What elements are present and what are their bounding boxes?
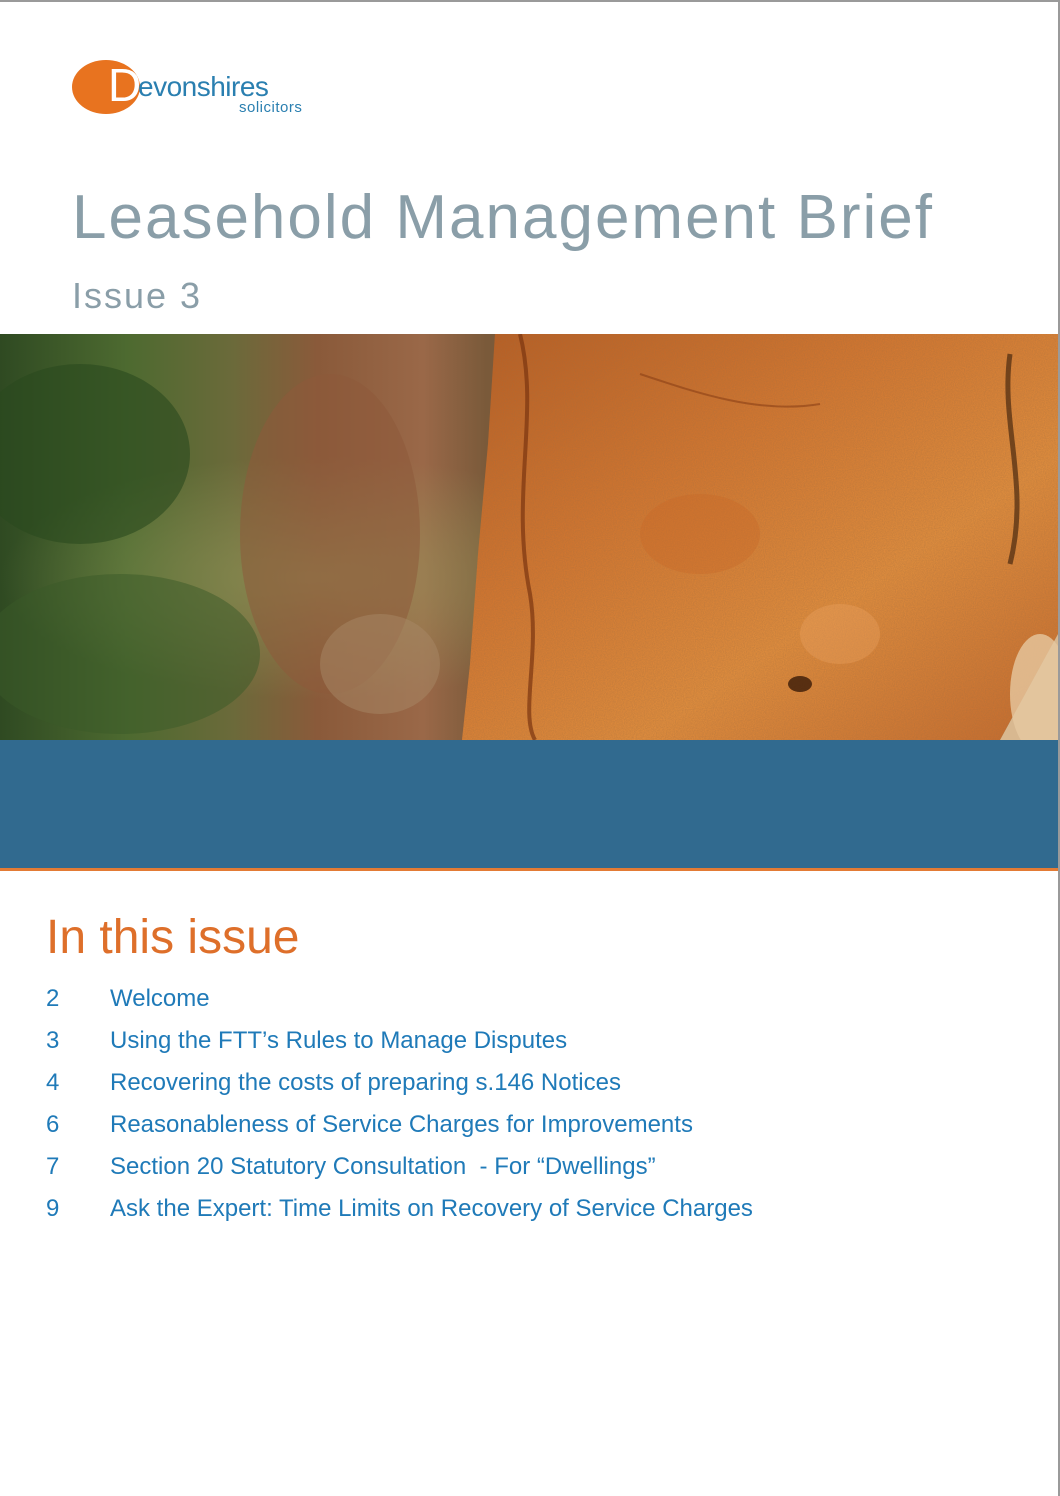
- logo-initial: D: [108, 59, 142, 111]
- contents-item-title: Recovering the costs of preparing s.146 Notices: [110, 1069, 621, 1096]
- contents-list: [46, 984, 753, 1236]
- contents-page-number: 4: [46, 1069, 60, 1096]
- blue-band: [0, 740, 1058, 868]
- contents-item-title: Reasonableness of Service Charges for Improvements: [110, 1111, 693, 1138]
- contents-item[interactable]: [46, 1152, 753, 1194]
- cover-photo: [0, 334, 1058, 740]
- contents-page-number: 3: [46, 1027, 60, 1054]
- logo-subtitle: solicitors: [239, 99, 303, 116]
- issue-number: Issue 3: [72, 275, 203, 316]
- contents-heading: In this issue: [46, 911, 300, 964]
- orange-rule: [0, 868, 1058, 871]
- contents-item[interactable]: [46, 1194, 753, 1236]
- contents-item[interactable]: [46, 1068, 753, 1110]
- contents-page-number: 9: [46, 1195, 60, 1222]
- contents-page-number: 2: [46, 985, 60, 1012]
- contents-item-title: Welcome: [110, 985, 210, 1012]
- devonshires-logo: [72, 58, 332, 122]
- contents-item-title: Using the FTT’s Rules to Manage Disputes: [110, 1027, 568, 1054]
- contents-item[interactable]: [46, 1110, 753, 1152]
- contents-page-number: 6: [46, 1111, 60, 1138]
- contents-item-title: Section 20 Statutory Consultation - For “Dwellings”: [110, 1153, 656, 1180]
- contents-item[interactable]: [46, 1026, 753, 1068]
- logo-name: evonshires: [138, 71, 269, 102]
- photo-icon: [0, 334, 1058, 740]
- publication-title: Leasehold Management Brief: [72, 183, 934, 252]
- contents-page-number: 7: [46, 1153, 60, 1180]
- contents-item-title: Ask the Expert: Time Limits on Recovery of Service Charges: [110, 1195, 753, 1222]
- contents-item[interactable]: [46, 984, 753, 1026]
